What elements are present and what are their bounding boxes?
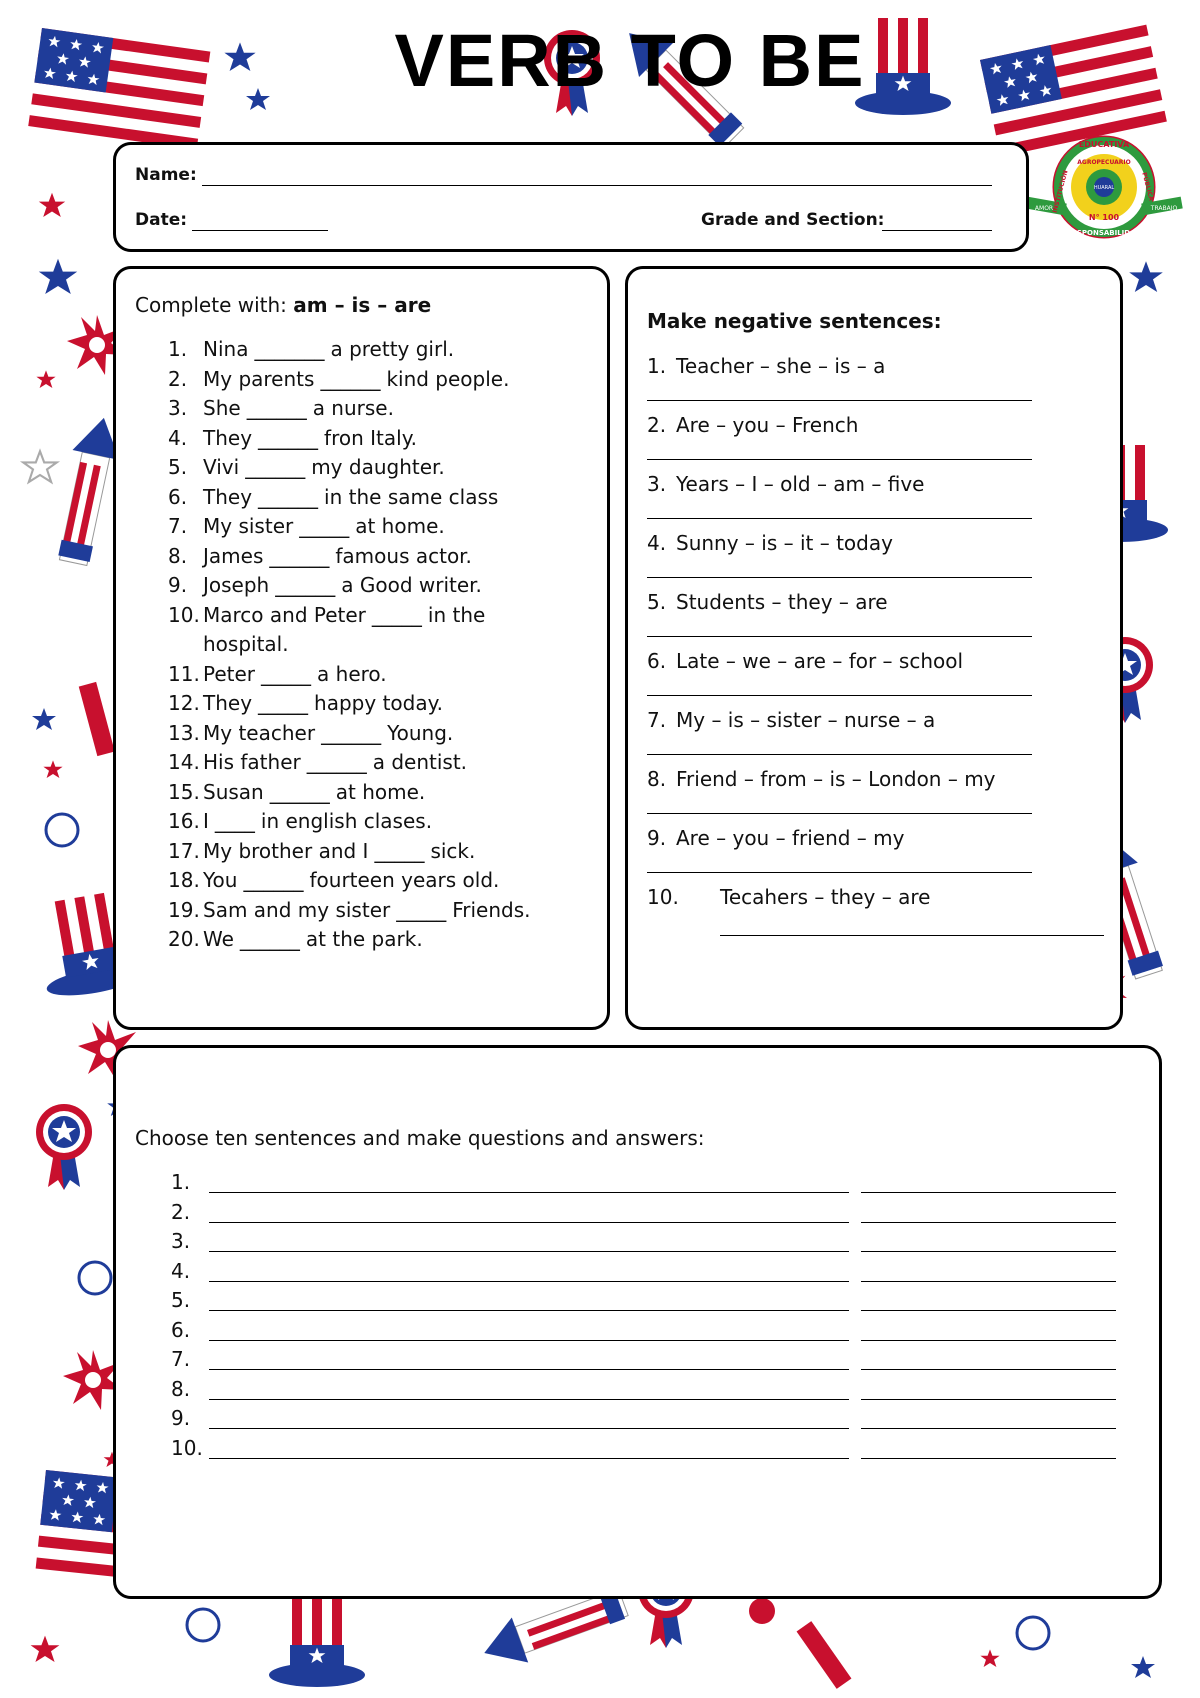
answer-line[interactable] [861,1251,1116,1252]
item-number: 11. [168,661,200,686]
item-number: 4. [647,531,667,555]
question-line[interactable] [209,1251,849,1252]
answer-line[interactable] [647,872,1032,873]
item-number: 2. [647,413,667,437]
item-rest: in english clases. [260,809,433,833]
item-subject: Marco and Peter [203,602,366,627]
item-subject: hospital. [203,632,289,656]
item-sentence [203,898,531,922]
item-sentence [203,426,417,450]
item-prompt: Are – you – French [676,413,859,437]
item-number: 7. [168,514,188,538]
answer-number: 7. [171,1347,191,1371]
item-number: 18. [168,868,200,892]
complete-exercise-box [113,266,610,1030]
item-number: 7. [647,708,667,732]
exercise2-instruction: Make negative sentences: [647,309,942,333]
answer-number: 8. [171,1376,191,1401]
logo-ribbon-right: TRABAJO [1150,205,1178,212]
item-blank[interactable]: ______ [258,425,319,450]
answer-number: 6. [171,1317,191,1342]
answer-line[interactable] [720,935,1104,936]
item-subject: My parents [203,366,315,391]
item-rest: kind people. [386,366,510,391]
item-blank[interactable]: _____ [258,691,309,715]
item-number: 6. [647,649,667,673]
item-number: 1. [168,337,188,361]
item-number: 10. [647,885,679,909]
question-line[interactable] [209,1340,849,1341]
item-sentence [203,573,482,597]
school-logo [1024,132,1184,252]
item-number: 10. [168,602,200,627]
question-line[interactable] [209,1222,849,1223]
item-blank[interactable]: ______ [321,720,382,745]
item-prompt: Are – you – friend – my [676,826,905,850]
answer-line[interactable] [861,1340,1116,1341]
item-rest: at home. [355,514,445,538]
item-sentence [203,514,445,538]
item-rest: a nurse. [312,396,394,420]
item-rest: in the [427,602,486,627]
item-number: 4. [168,425,188,450]
item-rest: a hero. [317,661,387,686]
logo-left-text: INSTITUCIÓN [1051,169,1070,214]
item-number: 8. [168,543,188,568]
item-blank[interactable]: ______ [245,455,306,479]
item-blank[interactable]: _____ [371,602,422,627]
exercise1-instruction-words: am – is – are [293,293,432,317]
answer-number: 1. [171,1170,191,1194]
item-blank[interactable]: ____ [214,809,255,833]
item-number: 1. [647,354,667,378]
logo-right-text: PÚBLICA [1140,171,1155,202]
item-blank[interactable]: _______ [254,337,325,361]
item-rest: my daughter. [311,455,445,479]
item-sentence [203,396,394,420]
item-blank[interactable]: ______ [243,868,304,892]
date-field[interactable] [192,230,328,231]
answer-line[interactable] [861,1428,1116,1429]
name-label: Name: [135,165,197,185]
item-subject: Nina [203,337,249,361]
answer-number: 4. [171,1258,191,1283]
logo-bottom-text: RESPONSABILIDAD [1066,229,1142,237]
item-sentence [203,721,453,745]
item-number: 6. [168,484,188,509]
item-blank[interactable]: ______ [306,750,367,774]
logo-number: N° 100 [1088,213,1120,222]
item-rest: a pretty girl. [330,337,455,361]
answer-line[interactable] [647,636,1032,637]
item-sentence [203,927,423,951]
item-rest: famous actor. [335,543,472,568]
logo-center-text: HUARAL [1093,185,1115,191]
answer-number: 5. [171,1288,191,1312]
item-rest: at the park. [305,927,423,951]
worksheet-title: VERB TO BE [394,19,866,102]
item-rest: a Good writer. [341,573,482,597]
item-number: 14. [168,750,200,774]
item-prompt: Tecahers – they – are [720,885,931,909]
answer-line[interactable] [861,1192,1116,1193]
item-subject: My brother and I [203,838,369,863]
item-sentence [203,337,454,361]
negative-sentences-box [625,266,1123,1030]
item-prompt: Late – we – are – for – school [676,649,964,673]
item-number: 13. [168,720,200,745]
item-blank[interactable]: _____ [396,897,447,922]
answer-number: 9. [171,1406,191,1430]
answer-line[interactable] [647,400,1032,401]
item-sentence [203,809,432,833]
student-info-box [113,142,1029,252]
grade-section-label: Grade and Section: [701,210,885,230]
item-sentence [203,603,485,627]
exercise3-instruction: Choose ten sentences and make questions and answers: [135,1126,705,1150]
item-subject: They [203,484,253,509]
item-subject: My sister [203,514,294,538]
item-blank[interactable]: ______ [320,366,381,391]
item-number: 19. [168,897,200,922]
item-blank[interactable]: ______ [275,573,336,597]
questions-answers-box [113,1045,1162,1599]
answer-line[interactable] [647,813,1032,814]
item-number: 15. [168,779,200,804]
answer-line[interactable] [861,1369,1116,1370]
item-rest: fron Italy. [324,425,418,450]
grade-section-field[interactable] [882,230,992,231]
item-subject: They [203,691,253,715]
answer-line[interactable] [861,1222,1116,1223]
item-subject: She [203,396,241,420]
item-blank[interactable]: ______ [269,779,330,804]
item-prompt: Years – I – old – am – five [676,472,925,496]
logo-ribbon-left: AMOR [1034,205,1054,212]
question-line[interactable] [209,1192,849,1193]
question-line[interactable] [209,1281,849,1282]
answer-line[interactable] [647,754,1032,755]
item-prompt: Students – they – are [676,590,888,614]
item-subject: Joseph [203,573,270,597]
item-number: 12. [168,691,200,715]
item-sentence [203,750,467,774]
item-sentence [203,544,472,568]
item-blank[interactable]: _____ [374,838,425,863]
answer-line[interactable] [647,577,1032,578]
answer-line[interactable] [861,1281,1116,1282]
item-subject: My teacher [203,720,316,745]
logo-top-text: EDUCATIVA [1078,140,1130,149]
item-rest: Young. [387,720,454,745]
question-line[interactable] [209,1310,849,1311]
name-field[interactable] [202,185,992,186]
item-blank[interactable]: _____ [261,661,312,686]
item-subject: James [203,543,264,568]
item-number: 2. [168,366,188,391]
item-number: 3. [647,472,667,496]
item-number: 5. [647,590,667,614]
answer-line[interactable] [647,459,1032,460]
item-number: 5. [168,455,188,479]
question-line[interactable] [209,1458,849,1459]
answer-line[interactable] [647,695,1032,696]
item-sentence [203,662,387,686]
answer-line[interactable] [861,1310,1116,1311]
item-blank[interactable]: ______ [239,927,300,951]
item-blank[interactable]: ______ [269,543,330,568]
item-subject: Peter [203,661,256,686]
item-rest: fourteen years old. [309,868,500,892]
date-label: Date: [135,210,188,230]
item-sentence [203,780,425,804]
item-number: 16. [168,809,200,833]
question-line[interactable] [209,1428,849,1429]
item-sentence [203,839,475,863]
item-number: 8. [647,767,667,791]
answer-number: 10. [171,1435,203,1460]
item-number: 9. [168,573,188,597]
item-subject: We [203,927,234,951]
item-subject: Vivi [203,455,240,479]
item-number: 17. [168,838,200,863]
item-prompt: Sunny – is – it – today [676,531,893,555]
logo-inner-text: AGROPECUARIO [1077,159,1131,166]
item-rest: happy today. [314,691,443,715]
item-rest: in the same class [324,484,499,509]
item-sentence [203,367,509,391]
item-rest: at home. [335,779,426,804]
item-prompt: My – is – sister – nurse – a [676,708,936,732]
question-line[interactable] [209,1369,849,1370]
item-prompt: Teacher – she – is – a [676,354,886,378]
item-sentence [203,485,498,509]
item-sentence [203,868,499,892]
question-line[interactable] [209,1399,849,1400]
item-blank[interactable]: _____ [299,514,350,538]
item-subject: You [203,868,238,892]
answer-number: 3. [171,1229,191,1253]
exercise1-instruction-prefix: Complete with: [135,293,294,317]
item-subject: Susan [203,779,264,804]
item-sentence [203,455,445,479]
item-subject: I [203,809,209,833]
answer-line[interactable] [861,1458,1116,1459]
item-subject: His father [203,750,301,774]
item-blank[interactable]: ______ [246,396,307,420]
item-sentence [203,632,301,656]
item-prompt: Friend – from – is – London – my [676,767,996,791]
item-number: 9. [647,826,667,850]
item-number: 3. [168,396,188,420]
item-rest: a dentist. [372,750,468,774]
item-subject: Sam and my sister [203,897,391,922]
item-subject: They [203,425,253,450]
item-number: 20. [168,927,200,951]
item-rest: sick. [430,838,476,863]
answer-line[interactable] [861,1399,1116,1400]
answer-line[interactable] [647,518,1032,519]
item-rest: Friends. [452,897,531,922]
item-sentence [203,691,443,715]
exercise1-instruction [135,293,431,317]
item-blank[interactable]: ______ [258,484,319,509]
answer-number: 2. [171,1199,191,1224]
